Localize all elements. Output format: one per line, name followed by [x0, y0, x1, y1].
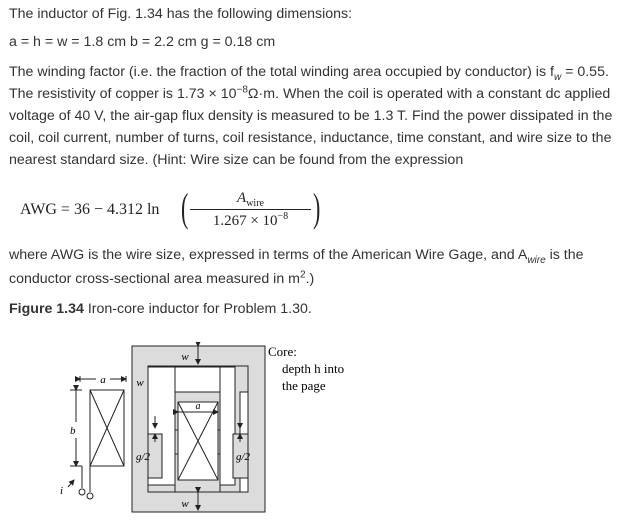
dim-b-label: b: [70, 425, 76, 437]
formula-denominator: $1.267 \times 10^{-8}$: [212, 211, 289, 229]
inductor-figure: [60, 342, 360, 522]
inductor-diagram: [60, 342, 360, 522]
voltage-text: voltage of 40 V, the air-gap flux density is measured to be 1.3 T. Find the power dissipated in the: [9, 108, 613, 124]
dim-a-label: a: [100, 374, 106, 386]
depth-label: depth h into: [282, 361, 345, 376]
left-coil: [90, 390, 124, 466]
dim-a-center-label: a: [195, 401, 201, 412]
intro-text: The inductor of Fig. 1.34 has the following dimensions:: [9, 6, 353, 22]
gap-left-label: g/2: [136, 451, 151, 463]
right-coil: [178, 402, 218, 480]
dimensions-text: a = h = w = 1.8 cm b = 2.2 cm g = 0.18 cm: [9, 34, 276, 50]
task-text: coil, coil current, number of turns, coil resistance, inductance, time constant, and wire size to the: [9, 130, 612, 146]
formula-numerator: $A_{wire}$: [237, 190, 264, 209]
resistivity-text: The resistivity of copper is $1.73 \times 10^{-8}\Omega\cdot m$. When the coil is operated with a constant dc applied: [9, 84, 611, 102]
page-label: the page: [282, 378, 326, 393]
dim-w-left-label: w: [136, 377, 144, 389]
winding-factor-text: The winding factor (i.e. the fraction of the total winding area occupied by conductor) is $f_w = 0.55$.: [9, 64, 609, 83]
formula-fraction-bar: [190, 209, 311, 210]
current-i-label: i: [60, 485, 64, 497]
gap-right-label: g/2: [236, 451, 251, 463]
formula-left-paren: (: [180, 185, 189, 230]
hint-text: nearest standard size. (Hint: Wire size can be found from the expression: [9, 152, 464, 168]
terminal-2: [79, 489, 85, 495]
awg-explanation-text: where AWG is the wire size, expressed in terms of the American Wire Gage, and $A_{wire}$ is the: [9, 247, 584, 266]
area-units-text: conductor cross-sectional area measured in $m^2$.): [9, 269, 315, 287]
core-label: Core:: [268, 344, 297, 359]
dim-w-top-label: w: [181, 351, 189, 363]
dim-w-bottom-label: w: [181, 498, 189, 510]
figure-caption: Figure 1.34 Iron-core inductor for Problem 1.30.: [9, 301, 312, 317]
figure-caption-label: Figure 1.34: [9, 301, 84, 317]
awg-formula: [20, 185, 340, 237]
terminal-1: [87, 493, 93, 499]
formula-fraction: [188, 189, 313, 231]
formula-lhs: AWG = 36 − 4.312 ln: [20, 201, 160, 218]
formula-right-paren: ): [312, 185, 321, 230]
